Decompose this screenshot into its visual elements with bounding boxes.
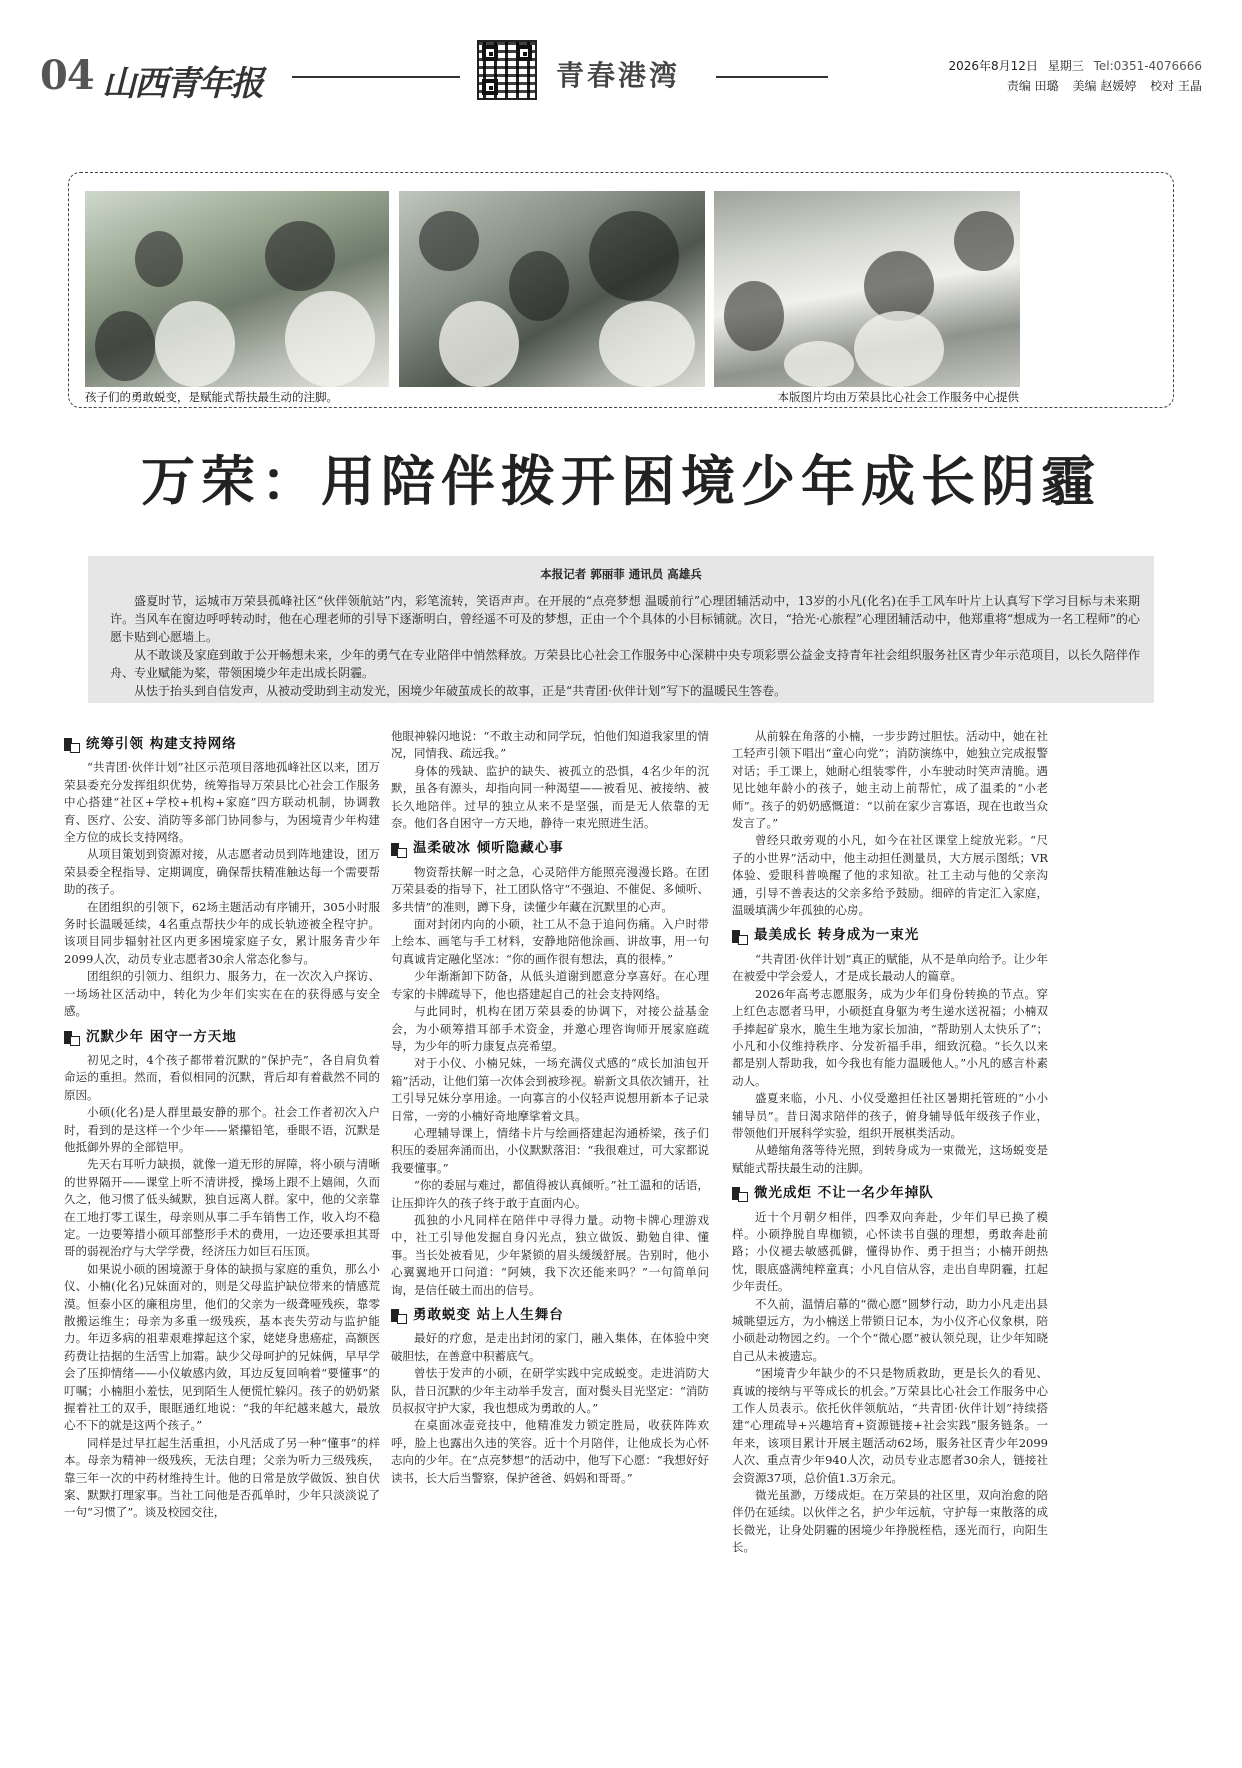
photo-children-activity [85, 191, 389, 387]
lead-paragraph: 从不敢谈及家庭到敢于公开畅想未来，少年的勇气在专业陪伴中悄然释放。万荣县比心社会工作服务中心深耕中央专项彩票公益金支持青年社会组织服务社区青少年示范项目，以长久陪伴作舟、专业赋能为桨，带领困境少年走出成长阴霾。 [110, 648, 1140, 680]
credit-proofreader: 校对 王晶 [1150, 79, 1202, 93]
photo-craft-activity [399, 191, 705, 387]
paragraph: 身体的残缺、监护的缺失、被孤立的恐惧，4名少年的沉默，虽各有源头，却指向同一种渴望——被看见、被接纳、被长久地陪伴。过早的独立从来不是坚强，而是无人依靠的无奈。他们各自困守一方天地，静待一束光照进生活。 [391, 763, 709, 831]
subhead [64, 1029, 380, 1046]
article-column-3 [732, 728, 1048, 1740]
newspaper-logo: 山西青年报 [102, 64, 262, 104]
subhead-text: 勇敢蜕变 站上人生舞台 [413, 1307, 564, 1323]
byline: 本报记者 郭丽菲 通讯员 高雄兵 [540, 567, 702, 581]
telephone: Tel:0351-4076666 [1093, 59, 1202, 73]
paragraph: 从项目策划到资源对接，从志愿者动员到阵地建设，团万荣县委全程指导、定期调度，确保帮扶精准触达每一个需要帮助的孩子。 [64, 847, 380, 897]
paragraph: 面对封闭内向的小硕，社工从不急于追问伤痛。入户时带上绘本、画笔与手工材料，安静地陪他涂画、讲故事，用一句句真诚肯定融化坚冰：“你的画作很有想法，真的很棒。” [391, 917, 709, 966]
paragraph: 在桌面冰壶竞技中，他精准发力锁定胜局，收获阵阵欢呼，脸上也露出久违的笑容。近十个月陪伴，让他成长为心怀志向的少年。在“点亮梦想”的活动中，他写下心愿：“我想好好读书，长大后当警察，保护爸爸、妈妈和哥哥。” [391, 1418, 709, 1485]
paragraph: 同样是过早扛起生活重担，小凡活成了另一种“懂事”的样本。母亲为精神一级残疾，无法自理；父亲为听力三级残疾，靠三年一次的中药材维持生计。他的日常是放学做饭、独自伏案、默默打理家事。当社工问他是否孤单时，少年只淡淡说了一句“习惯了”。谈及校园交往， [64, 1435, 380, 1520]
subhead-marker-icon [732, 930, 746, 943]
issue-date: 2026年8月12日 [948, 59, 1038, 73]
paragraph: 先天右耳听力缺损，就像一道无形的屏障，将小硕与清晰的世界隔开——课堂上听不清讲授，操场上跟不上嬉闹，久而久之，他习惯了低头缄默，独自远离人群。家中，他的父亲靠在工地打零工谋生，母亲则从事二手车销售工作，收入均不稳定。一边要筹措小硕耳部整形手术的费用，一边还要承担其哥哥的弱视治疗与大学学费，经济压力如巨石压顶。 [64, 1157, 380, 1259]
paragraph: 2026年高考志愿服务，成为少年们身份转换的节点。穿上红色志愿者马甲，小硕挺直身躯为考生递水送祝福；小楠双手捧起矿泉水，脆生生地为家长加油，“帮助别人太快乐了”；小凡和小仪维持秩序、分发祈福手串，细致沉稳。“长久以来都是别人帮助我，如今我也有能力温暖他人。”小凡的感言朴素动人。 [732, 986, 1048, 1088]
subhead-text: 沉默少年 困守一方天地 [86, 1028, 237, 1045]
subhead-marker-icon [391, 843, 405, 856]
paragraph: 少年渐渐卸下防备，从低头道谢到愿意分享喜好。在心理专家的卡牌疏导下，他也搭建起自己的社会支持网络。 [391, 969, 709, 1001]
paragraph: 不久前，温情启幕的“微心愿”圆梦行动，助力小凡走出县城眺望远方，为小楠送上带锁日记本，为小仪齐心仪象棋，陪小硕赴动物园之约。一个个“微心愿”被认领兑现，让少年知晓自己从未被遗忘。 [732, 1296, 1048, 1363]
subhead-text: 温柔破冰 倾听隐藏心事 [413, 840, 564, 857]
article-headline: 万荣：用陪伴拨开困境少年成长阴霾 [141, 450, 1101, 513]
qr-code-icon [477, 40, 537, 100]
paragraph: 盛夏来临，小凡、小仪受邀担任社区暑期托管班的“小小辅导员”。昔日渴求陪伴的孩子，俯身辅导低年级孩子作业，带领他们开展科学实验，组织开展棋类活动。 [732, 1091, 1048, 1140]
paragraph: 他眼神躲闪地说：“不敢主动和同学玩，怕他们知道我家里的情况，同情我、疏远我。” [391, 729, 709, 761]
photo-box [68, 172, 1174, 408]
credit-designer: 美编 赵媛婷 [1072, 79, 1137, 93]
photo-handcraft-class [714, 191, 1020, 387]
paragraph: 团组织的引领力、组织力、服务力，在一次次入户探访、一场场社区活动中，转化为少年们实实在在的获得感与安全感。 [64, 969, 380, 1019]
lead-paragraph: 从怯于抬头到自信发声，从被动受助到主动发光，困境少年破茧成长的故事，正是“共青团·伙伴计划”写下的温暖民生答卷。 [134, 684, 787, 698]
section-title: 青春港湾 [556, 59, 681, 92]
paragraph: 从蜷缩角落等待光照，到转身成为一束微光，这场蜕变是赋能式帮扶最生动的注脚。 [732, 1143, 1048, 1175]
lead-text [110, 592, 1140, 700]
masthead-info [943, 56, 1203, 96]
paragraph: 最好的疗愈，是走出封闭的家门，融入集体，在体验中突破胆怯，在善意中积蓄底气。 [391, 1331, 709, 1363]
paragraph: 小硕(化名)是人群里最安静的那个。社会工作者初次入户时，看到的是这样一个少年——紧攥铅笔，垂眼不语，沉默是他抵御外界的全部铠甲。 [64, 1105, 380, 1154]
article-column-2 [391, 728, 709, 1740]
paragraph: 物资帮扶解一时之急，心灵陪伴方能照亮漫漫长路。在团万荣县委的指导下，社工团队恪守“不强迫、不催促、多倾听、多共情”的准则，蹲下身，读懂少年藏在沉默里的心声。 [391, 864, 709, 914]
paragraph: 曾经只敢旁观的小凡，如今在社区课堂上绽放光彩。“尺子的小世界”活动中，他主动担任测量员，大方展示图纸；VR体验、爱眼科普唤醒了他的求知欲。社工主动与他的父亲沟通，引导不善表达的父亲多给予鼓励。细碎的肯定汇入家庭，温暖填满少年孤独的心房。 [732, 833, 1048, 918]
paragraph: 心理辅导课上，情绪卡片与绘画搭建起沟通桥梁，孩子们积压的委屈奔涌而出，小仪默默落泪：“我很难过，可大家都说我要懂事。” [391, 1125, 709, 1175]
paragraph: 从前躲在角落的小楠，一步步跨过胆怯。活动中，她在社工轻声引领下唱出“童心向党”；消防演练中，她独立完成报警对话；手工课上，她耐心组装零件，小车驶动时笑声清脆。遇见比她年龄小的孩子，她主动上前帮忙，成了温柔的“小老师”。孩子的奶奶感慨道：“以前在家少言寡语，现在也敢当众发言了。” [732, 729, 1048, 831]
paragraph: 初见之时，4个孩子都带着沉默的“保护壳”，各自肩负着命运的重担。然而，看似相同的沉默，背后却有着截然不同的原因。 [64, 1052, 380, 1102]
paragraph: 微光虽渺，万缕成炬。在万荣县的社区里，双向治愈的陪伴仍在延续。以伙伴之名，护少年远航，守护每一束散落的成长微光，让身处阴霾的困境少年挣脱桎梏，逐光而行，向阳生长。 [732, 1488, 1048, 1555]
paragraph: “共青团·伙伴计划”社区示范项目落地孤峰社区以来，团万荣县委充分发挥组织优势，统筹指导万荣县比心社会工作服务中心搭建“社区+学校+机构+家庭”四方联动机制，协调教育、医疗、公安、消防等多部门协同参与，为困境青少年构建全方位的成长支持网络。 [64, 760, 380, 845]
masthead-rule-left [292, 76, 460, 78]
article-column-1 [64, 728, 380, 1740]
subhead [732, 1185, 1048, 1202]
lead-paragraph: 盛夏时节，运城市万荣县孤峰社区“伙伴领航站”内，彩笔流转，笑语声声。在开展的“点亮梦想 温暖前行”心理团辅活动中，13岁的小凡(化名)在手工风车叶片上认真写下学习目标与未来期许。当风车在窗边呼呼转动时，他在心理老师的引导下逐渐明白，曾经遥不可及的梦想，正由一个个具体的小目标铺就。次日，“拾光·心旅程”心理团辅活动中，他郑重将“想成为一名工程师”的心愿卡贴到心愿墙上。 [110, 594, 1140, 644]
page-number: 04 [40, 52, 94, 99]
paragraph: 在团组织的引领下，62场主题活动有序铺开，305小时服务时长温暖延续，4名重点帮扶少年的成长轨迹被全程守护。该项目同步辐射社区内更多困境家庭子女，累计服务青少年2099人次，动员专业志愿者30余人常态化参与。 [64, 899, 380, 966]
subhead-text: 统筹引领 构建支持网络 [86, 736, 237, 752]
subhead [732, 927, 1048, 944]
photo-credit: 本版图片均由万荣县比心社会工作服务中心提供 [777, 390, 1019, 404]
subhead-text: 微光成炬 不让一名少年掉队 [754, 1185, 934, 1202]
masthead-rule-right [716, 76, 828, 78]
paragraph: 如果说小硕的困境源于身体的缺损与家庭的重负，那么小仪、小楠(化名)兄妹面对的，则是父母监护缺位带来的情感荒漠。恒泰小区的廉租房里，他们的父亲为一级聋哑残疾，靠零散搬运维生；母亲为多重一级残疾，基本丧失劳动与监护能力。年迈多病的祖辈艰难撑起这个家，姥姥身患癌症，高额医药费让拮据的生活雪上加霜。缺少父母呵护的兄妹俩，早早学会了压抑情绪——小仪敏感内敛，耳边反复回响着“要懂事”的叮嘱；小楠胆小羞怯，见到陌生人便慌忙躲闪。孩子的奶奶紧握着社工的双手，眼眶通红地说：“我的年纪越来越大，最放心不下的就是这两个孩子。” [64, 1261, 380, 1433]
subhead [391, 840, 709, 857]
subhead [64, 736, 380, 753]
paragraph: 与此同时，机构在团万荣县委的协调下，对接公益基金会，为小硕筹措耳部手术资金，并邀心理咨询师开展家庭疏导，为少年的听力康复点亮希望。 [391, 1004, 709, 1053]
paragraph: “困境青少年缺少的不只是物质救助，更是长久的看见、真诚的接纳与平等成长的机会。”万荣县比心社会工作服务中心工作人员表示。依托伙伴领航站，“共青团·伙伴计划”持续搭建“心理疏导+兴趣培育+资源链接+社会实践”服务链条。一年来，该项目累计开展主题活动62场，服务社区青少年2099人次、重点青少年940人次，动员专业志愿者30余人，链接社会资源37项，总价值1.3万余元。 [732, 1366, 1048, 1485]
paragraph: “共青团·伙伴计划”真正的赋能，从不是单向给予。让少年在被爱中学会爱人，才是成长最动人的篇章。 [732, 951, 1048, 984]
subhead-text: 最美成长 转身成为一束光 [754, 927, 920, 944]
lead-box [88, 556, 1154, 703]
paragraph: 孤独的小凡同样在陪伴中寻得力量。动物卡牌心理游戏中，社工引导他发掘自身闪光点，独立做饭、勤勉自律、懂事。当长处被看见，少年紧锁的眉头缓缓舒展。告别时，他小心翼翼地开口问道：“阿姨，我下次还能来吗？”一句简单问询，是信任破土而出的信号。 [391, 1212, 709, 1297]
subhead-marker-icon [391, 1309, 405, 1322]
paragraph: 近十个月朝夕相伴，四季双向奔赴，少年们早已换了模样。小硕挣脱自卑枷锁，心怀读书自强的理想，勇敢奔赴前路；小仪褪去敏感孤僻，懂得协作、勇于担当；小楠开朗热忱，眼底盛满纯粹童真；小凡自信从容，走出自卑阴霾，扛起少年责任。 [732, 1209, 1048, 1294]
subhead-marker-icon [732, 1187, 746, 1200]
subhead-marker-icon [64, 1031, 78, 1044]
issue-weekday: 星期三 [1047, 59, 1084, 73]
paragraph: “你的委屈与难过，都值得被认真倾听。”社工温和的话语，让压抑许久的孩子终于敢于直面内心。 [391, 1178, 709, 1210]
masthead [40, 36, 1202, 106]
paragraph: 曾怯于发声的小硕，在研学实践中完成蜕变。走进消防大队，昔日沉默的少年主动举手发言，面对鬓头目光坚定：“消防员叔叔守护大家，我也想成为勇敢的人。” [391, 1366, 709, 1416]
paragraph: 对于小仪、小楠兄妹，一场充满仪式感的“成长加油包开箱”活动，让他们第一次体会到被珍视。崭新文具依次铺开，社工引导兄妹分享用途。一向寡言的小仪轻声说想用新本子记录日常，一旁的小楠好奇地摩挲着文具。 [391, 1056, 709, 1123]
subhead [391, 1307, 709, 1324]
subhead-marker-icon [64, 738, 78, 751]
credit-editor: 责编 田璐 [1006, 79, 1059, 93]
photo-caption-left: 孩子们的勇敢蜕变，是赋能式帮扶最生动的注脚。 [85, 390, 338, 404]
